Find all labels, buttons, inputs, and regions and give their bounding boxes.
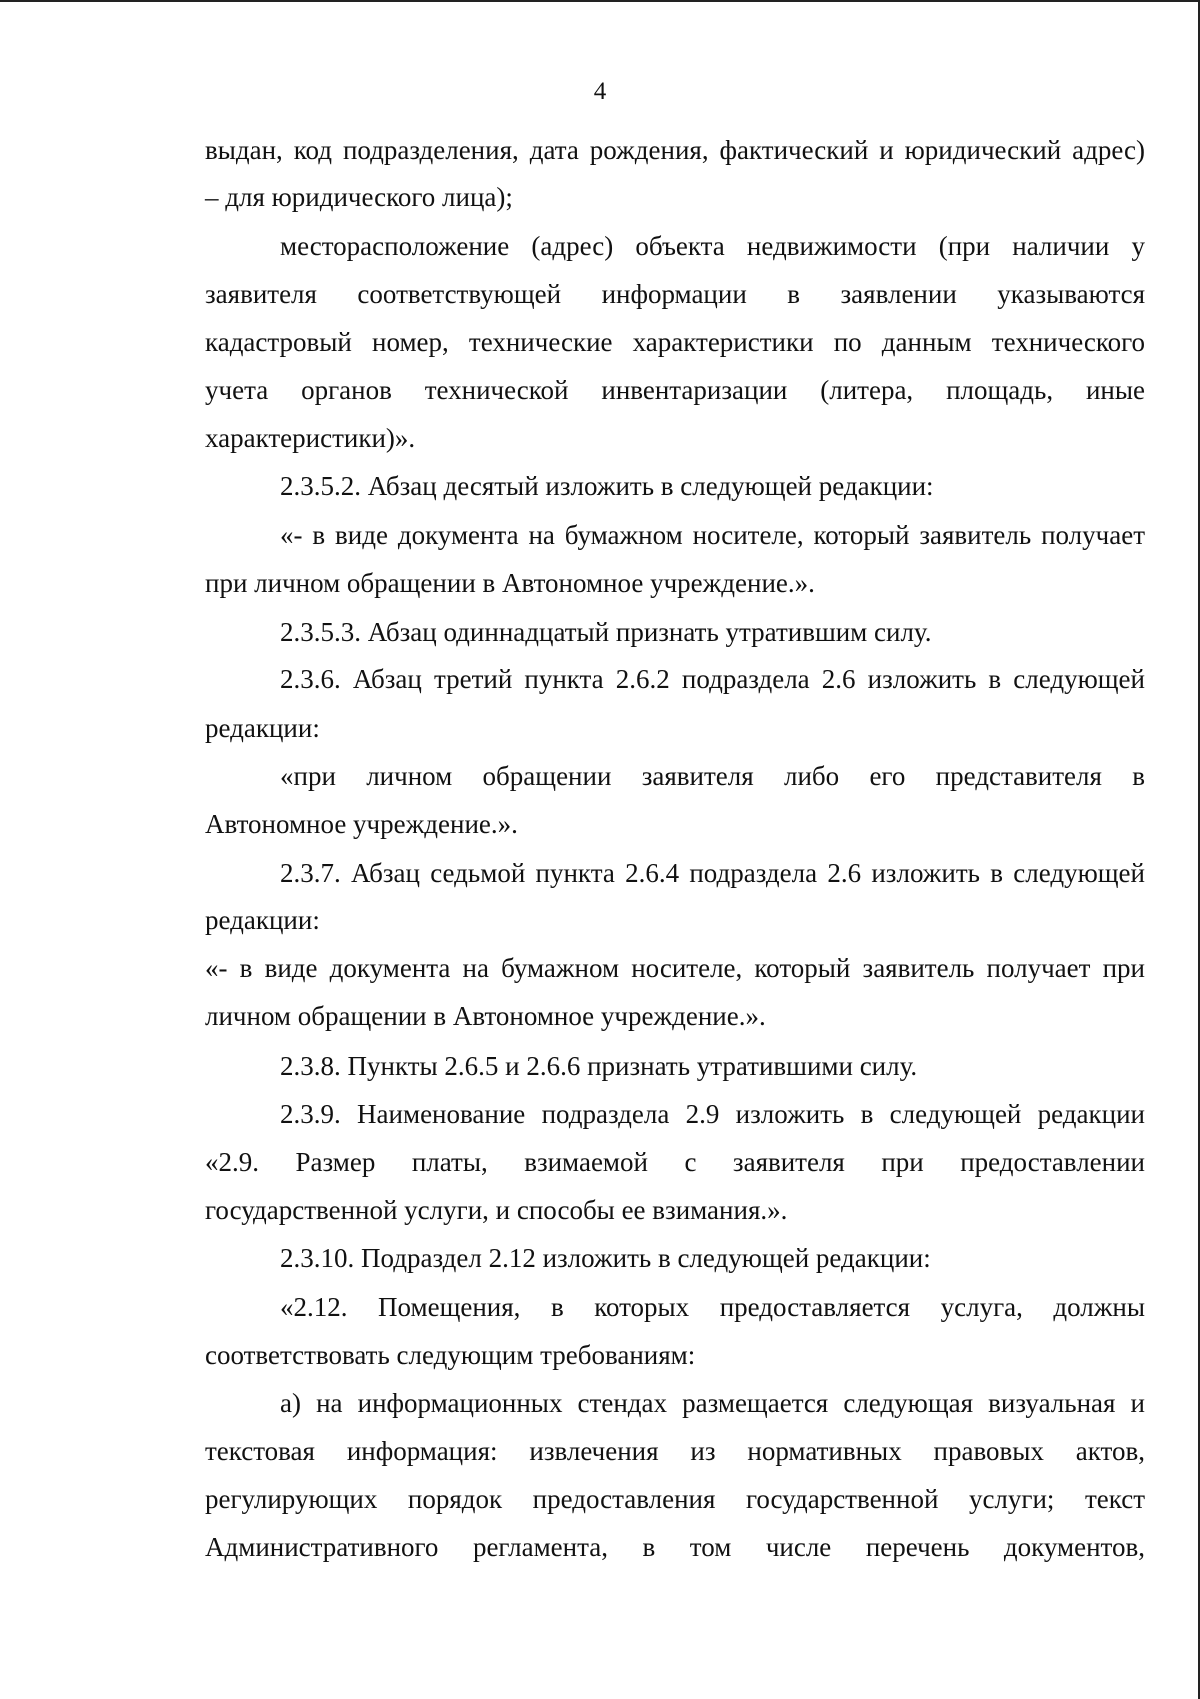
text-line: 2.3.6. Абзац третий пункта 2.6.2 подраздела 2.6 изложить в следующей bbox=[280, 664, 1145, 694]
text-line: 2.3.8. Пункты 2.6.5 и 2.6.6 признать утратившими силу. bbox=[280, 1051, 918, 1081]
text-line: 2.3.10. Подраздел 2.12 изложить в следующей редакции: bbox=[280, 1243, 931, 1273]
text-line: при личном обращении в Автономное учреждение.». bbox=[205, 568, 815, 598]
text-line: редакции: bbox=[205, 713, 320, 743]
text-line: 2.3.7. Абзац седьмой пункта 2.6.4 подраздела 2.6 изложить в следующей bbox=[280, 858, 1145, 888]
text-line: «- в виде документа на бумажном носителе, который заявитель получает bbox=[280, 520, 1145, 550]
text-line: Автономное учреждение.». bbox=[205, 809, 518, 839]
text-line: месторасположение (адрес) объекта недвижимости (при наличии у bbox=[280, 231, 1145, 261]
text-line: учета органов технической инвентаризации (литера, площадь, иные bbox=[205, 375, 1145, 405]
text-line: редакции: bbox=[205, 905, 320, 935]
text-line: 2.3.5.3. Абзац одиннадцатый признать утратившим силу. bbox=[280, 617, 932, 647]
text-line: текстовая информация: извлечения из нормативных правовых актов, bbox=[205, 1436, 1145, 1466]
text-line: 2.3.9. Наименование подраздела 2.9 изложить в следующей редакции bbox=[280, 1099, 1145, 1129]
text-line: личном обращении в Автономное учреждение.». bbox=[205, 1001, 766, 1031]
text-line: регулирующих порядок предоставления государственной услуги; текст bbox=[205, 1484, 1145, 1514]
text-line: государственной услуги, и способы ее взимания.». bbox=[205, 1195, 788, 1225]
text-line: а) на информационных стендах размещается следующая визуальная и bbox=[280, 1388, 1145, 1418]
text-line: соответствовать следующим требованиям: bbox=[205, 1340, 696, 1370]
text-line: «2.12. Помещения, в которых предоставляется услуга, должны bbox=[280, 1292, 1145, 1322]
text-line: характеристики)». bbox=[205, 423, 416, 453]
text-line: 2.3.5.2. Абзац десятый изложить в следующей редакции: bbox=[280, 471, 934, 501]
text-line: Административного регламента, в том числе перечень документов, bbox=[205, 1532, 1145, 1562]
text-line: «2.9. Размер платы, взимаемой с заявителя при предоставлении bbox=[205, 1147, 1145, 1177]
text-line: выдан, код подразделения, дата рождения, фактический и юридический адрес) bbox=[205, 135, 1145, 165]
scan-border-top bbox=[0, 0, 1200, 2]
page-number: 4 bbox=[593, 78, 607, 105]
text-line: кадастровый номер, технические характеристики по данным технического bbox=[205, 327, 1145, 357]
text-line: «при личном обращении заявителя либо его представителя в bbox=[280, 761, 1145, 791]
text-line: заявителя соответствующей информации в заявлении указываются bbox=[205, 279, 1145, 309]
text-line: «- в виде документа на бумажном носителе, который заявитель получает при bbox=[205, 953, 1145, 983]
text-line: – для юридического лица); bbox=[205, 182, 513, 212]
